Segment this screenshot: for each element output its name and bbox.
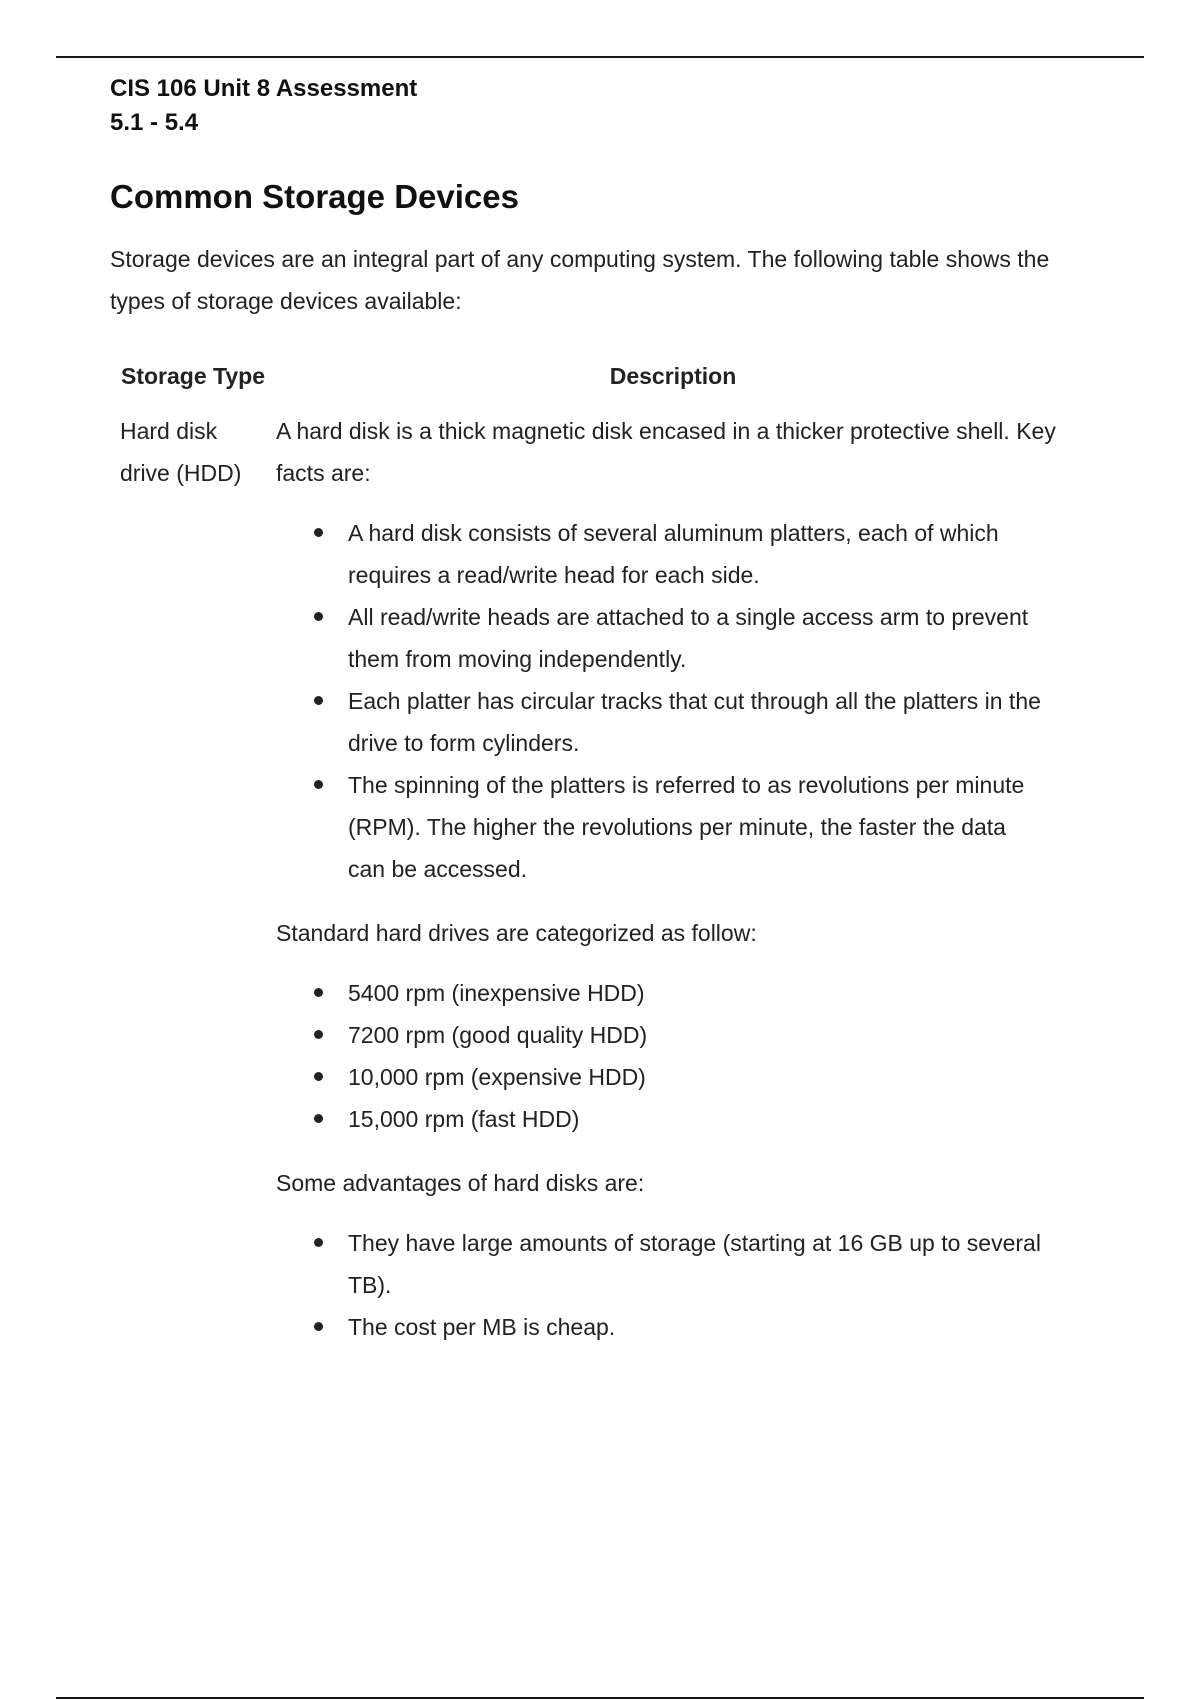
list-item: 10,000 rpm (expensive HDD) xyxy=(348,1056,1070,1098)
categories-intro: Standard hard drives are categorized as follow: xyxy=(276,920,757,946)
list-item: Each platter has circular tracks that cut through all the platters in the drive to form cylinders. xyxy=(348,680,1048,764)
table-row xyxy=(110,410,1070,1370)
bottom-rule xyxy=(56,1697,1144,1699)
table-header-row xyxy=(110,356,1070,410)
list-item: The spinning of the platters is referred to as revolutions per minute (RPM). The higher the revolutions per minute, the faster the data can be accessed. xyxy=(348,764,1048,890)
list-item: A hard disk consists of several aluminum platters, each of which requires a read/write head for each side. xyxy=(348,512,1048,596)
list-item: They have large amounts of storage (starting at 16 GB up to several TB). xyxy=(348,1222,1048,1306)
list-item: 15,000 rpm (fast HDD) xyxy=(348,1098,1070,1140)
storage-devices-table xyxy=(110,356,1070,1370)
storage-type-cell: Hard disk drive (HDD) xyxy=(120,418,242,486)
advantages-list xyxy=(276,1222,1048,1348)
document-header xyxy=(110,72,417,140)
list-item: All read/write heads are attached to a single access arm to prevent them from moving independently. xyxy=(348,596,1048,680)
key-facts-list xyxy=(276,512,1048,890)
list-item: 5400 rpm (inexpensive HDD) xyxy=(348,972,1070,1014)
course-title: CIS 106 Unit 8 Assessment xyxy=(110,75,418,102)
column-header-description: Description xyxy=(609,363,737,389)
advantages-intro: Some advantages of hard disks are: xyxy=(276,1170,645,1196)
description-cell xyxy=(276,410,1070,1370)
rpm-categories-list xyxy=(276,972,1070,1140)
list-item: The cost per MB is cheap. xyxy=(348,1306,1048,1348)
column-header-storage-type: Storage Type xyxy=(121,363,265,389)
section-range: 5.1 - 5.4 xyxy=(110,109,199,136)
intro-paragraph: Storage devices are an integral part of any computing system. The following table shows the types of storage devices available: xyxy=(110,246,1050,314)
list-item: 7200 rpm (good quality HDD) xyxy=(348,1014,1070,1056)
top-rule xyxy=(56,56,1144,58)
description-intro: A hard disk is a thick magnetic disk encased in a thicker protective shell. Key facts are: xyxy=(276,418,1056,486)
page-title: Common Storage Devices xyxy=(110,178,519,215)
